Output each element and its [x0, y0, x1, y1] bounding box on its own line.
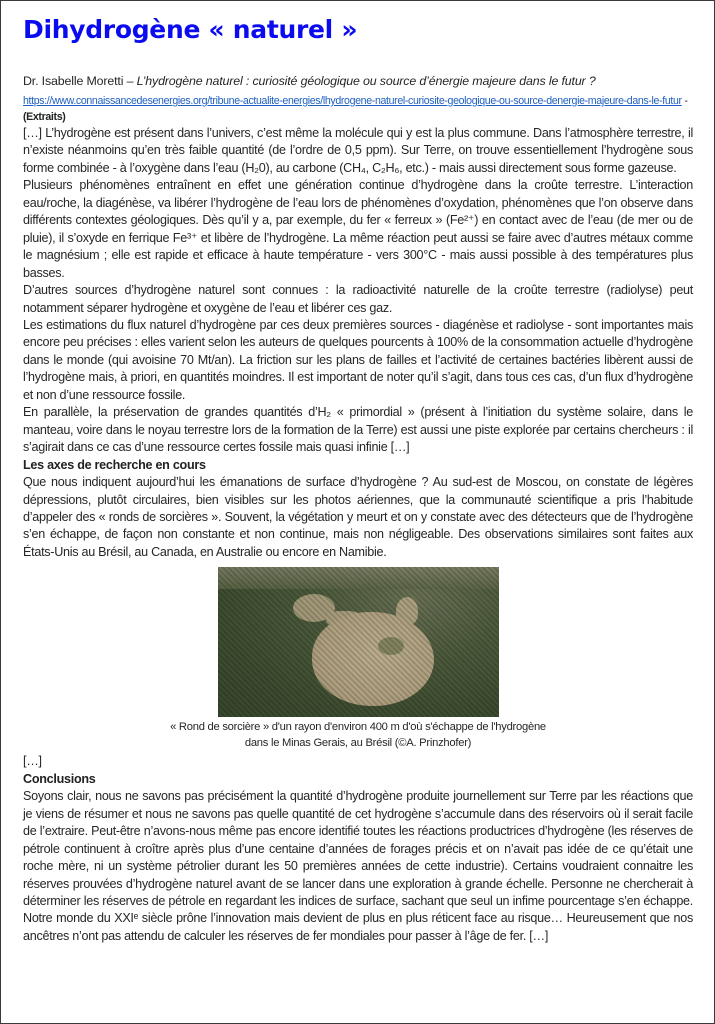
- paragraph: En parallèle, la préservation de grandes quantités d’H₂ « primordial » (présent à l’initiation du système solaire, dans le manteau, voire dans le noyau terrestre lors de la formation de la Terre) est aussi une piste explorée par certains chercheurs : il s’agirait dans ce cas d’une ressource certes fossile mais quasi infinie […]: [23, 405, 693, 455]
- aerial-photo: [218, 567, 499, 717]
- byline: [23, 72, 693, 90]
- author-name: Dr. Isabelle Moretti –: [23, 74, 137, 88]
- paragraph: […] L’hydrogène est présent dans l’univers, c’est même la molécule qui y est la plus commune. Dans l’atmosphère terrestre, il n’existe néanmoins qu’en très faible quantité (de l’ordre de 0,5 ppm). Sur Terre, on trouve essentiellement l’hydrogène sous forme combinée - à l’oxygène dans l’eau (H₂0), au carbone (CH₄, C₂H₆, etc.) - mais aussi directement sous forme gazeuse.: [23, 126, 693, 175]
- ellipsis: […]: [23, 754, 42, 769]
- section-heading-conclusions: Conclusions: [23, 771, 96, 786]
- paragraph: D’autres sources d’hydrogène naturel sont connues : la radioactivité naturelle de la croûte terrestre (radiolyse) peut notamment séparer hydrogène et oxygène de l’eau et libérer ces gaz.: [23, 283, 693, 315]
- article-title: L’hydrogène naturel : curiosité géologique ou source d’énergie majeure dans le futur ?: [136, 74, 596, 88]
- source-line: [23, 93, 693, 125]
- source-link[interactable]: https://www.connaissancedesenergies.org/tribune-actualite-energies/lhydrogene-naturel-curiosite-geologique-ou-source-denergie-majeure-dans-le-futur: [23, 95, 682, 107]
- article-body: [23, 125, 693, 945]
- figure-caption: [23, 719, 693, 751]
- caption-line-1: « Rond de sorcière » d'un rayon d'environ 400 m d'où s'échappe de l'hydrogène: [170, 721, 546, 734]
- page-title: Dihydrogène « naturel »: [23, 15, 358, 44]
- paragraph: Les estimations du flux naturel d’hydrogène par ces deux premières sources - diagénèse et radiolyse - sont importantes mais encore peu précises : elles varient selon les auteurs de quelques pourcents à 100% de la consommation actuelle d’hydrogène dans le monde (qui avoisine 70 Mt/an). La friction sur les plans de failles et l’activité de certaines bactéries libèrent aussi de l’hydrogène mais, à priori, en quantités moindres. Il est important de noter qu’il s’agit, dans tous ces cas, d’un flux d’hydrogène et non d’une ressource fossile.: [23, 317, 693, 402]
- caption-line-2: dans le Minas Gerais, au Brésil (©A. Prinzhofer): [244, 737, 472, 750]
- paragraph: Plusieurs phénomènes entraînent en effet une génération continue d’hydrogène dans la croûte terrestre. L’interaction eau/roche, la diagénèse, va libérer l’hydrogène de l’eau lors de phénomènes d’oxydation, phénomènes que l’on observe dans différents contextes géologiques. Dès qu’il y a, par exemple, du fer « ferreux » (Fe²⁺) en contact avec de l’eau (de mer ou de pluie), il s’oxyde en ferrique Fe³⁺ et libère de l’hydrogène. La même réaction peut aussi se faire avec d’autres métaux comme le magnésium ; elle est rapide et efficace à haute température - vers 300°C - mais aussi possible à des températures plus basses.: [23, 178, 693, 280]
- paragraph: Soyons clair, nous ne savons pas précisément la quantité d’hydrogène produite journellement sur Terre par les réactions que je viens de résumer et nous ne savons pas quelle quantité de cet hydrogène s’accumule dans des réservoirs où il serait facile de l’extraire. Peut-être n’avons-nous même pas encore identifié toutes les réactions productrices d’hydrogène (les réserves de pétrole continuent à croître après plus d’une centaine d’années de forages précis et on n’avait pas idée de ce qu’était une roche mère, ni un système pétrolier durant les 50 premières années de cette industrie). Certains voudraient connaitre les réserves prouvées d’hydrogène naturel avant de se lancer dans une exploration à grande échelle. Personne ne chercherait à déterminer les réserves de pétrole en regardant les indices de surface, sachant que seul un infime pourcentage s’en échappe. Notre monde du XXIᵉ siècle prône l’innovation mais devient de plus en plus réticent face au risque… Heureusement que nos ancêtres n’ont pas attendu de calculer les réserves de fer mondiales pour passer à l’âge de fer. […]: [23, 789, 693, 943]
- source-separator: -: [681, 95, 688, 107]
- figure: [23, 567, 693, 751]
- paragraph: Que nous indiquent aujourd’hui les émanations de surface d’hydrogène ? Au sud-est de Moscou, on constate de légères dépressions, plutôt circulaires, bien visibles sur les photos aériennes, que la communauté scientifique a pris l’habitude d’appeler des « ronds de sorcières ». Souvent, la végétation y meurt et on y constate avec des détecteurs que de l’hydrogène s’en échappe, de façon non constante et non continue, mais non négligeable. Des observations similaires sont faites aux États-Unis au Brésil, au Canada, en Australie ou encore en Namibie.: [23, 475, 693, 559]
- section-heading-research: Les axes de recherche en cours: [23, 457, 206, 472]
- photo-texture: [218, 567, 499, 717]
- extraits-label: (Extraits): [23, 111, 66, 123]
